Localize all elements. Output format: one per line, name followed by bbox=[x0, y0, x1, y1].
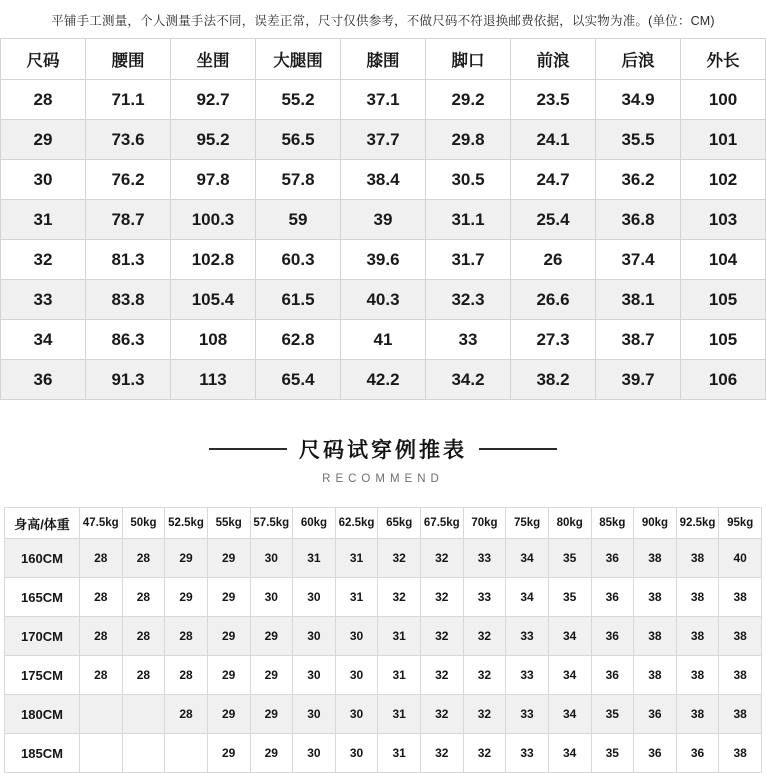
recommend-col-header: 57.5kg bbox=[250, 508, 293, 539]
recommend-cell: 28 bbox=[165, 617, 208, 656]
divider-left bbox=[209, 448, 287, 450]
recommend-cell: 30 bbox=[293, 617, 336, 656]
size-table-cell: 34.9 bbox=[596, 80, 681, 120]
size-table-cell: 57.8 bbox=[256, 160, 341, 200]
size-table-cell: 37.1 bbox=[341, 80, 426, 120]
size-table-cell: 38.7 bbox=[596, 320, 681, 360]
recommend-col-header: 62.5kg bbox=[335, 508, 378, 539]
recommend-cell: 32 bbox=[378, 539, 421, 578]
recommend-cell: 34 bbox=[506, 539, 549, 578]
recommend-cell bbox=[80, 695, 123, 734]
recommend-row-header: 170CM bbox=[5, 617, 80, 656]
recommend-row-header: 175CM bbox=[5, 656, 80, 695]
size-table-cell: 81.3 bbox=[86, 240, 171, 280]
size-table-cell: 39.7 bbox=[596, 360, 681, 400]
size-table-cell: 42.2 bbox=[341, 360, 426, 400]
measurement-note: 平铺手工测量，个人测量手法不同，误差正常，尺寸仅供参考，不做尺码不符退换邮费依据，以实物为准。(单位：CM) bbox=[51, 14, 715, 28]
size-table-cell: 105 bbox=[681, 320, 766, 360]
recommend-cell: 28 bbox=[80, 578, 123, 617]
recommend-cell: 29 bbox=[207, 656, 250, 695]
recommend-cell: 29 bbox=[250, 656, 293, 695]
size-table-cell: 108 bbox=[171, 320, 256, 360]
table-row bbox=[1, 280, 766, 320]
size-table-cell: 37.7 bbox=[341, 120, 426, 160]
recommend-cell: 32 bbox=[463, 656, 506, 695]
recommend-col-header: 60kg bbox=[293, 508, 336, 539]
recommend-cell: 29 bbox=[207, 695, 250, 734]
size-table-cell: 100 bbox=[681, 80, 766, 120]
recommend-cell: 38 bbox=[719, 617, 762, 656]
size-table-cell: 38.1 bbox=[596, 280, 681, 320]
size-table-cell: 23.5 bbox=[511, 80, 596, 120]
recommend-cell: 29 bbox=[207, 617, 250, 656]
recommend-cell: 32 bbox=[463, 695, 506, 734]
size-table-cell: 78.7 bbox=[86, 200, 171, 240]
size-table-cell: 100.3 bbox=[171, 200, 256, 240]
recommend-cell: 36 bbox=[634, 734, 677, 773]
recommend-cell: 33 bbox=[463, 578, 506, 617]
table-row bbox=[1, 160, 766, 200]
size-table-cell: 65.4 bbox=[256, 360, 341, 400]
list-item bbox=[5, 617, 762, 656]
recommend-cell: 32 bbox=[421, 656, 464, 695]
recommend-cell: 32 bbox=[421, 539, 464, 578]
size-table-cell: 33 bbox=[426, 320, 511, 360]
recommend-cell: 30 bbox=[335, 695, 378, 734]
recommend-cell: 30 bbox=[293, 695, 336, 734]
size-table-header-row bbox=[1, 39, 766, 80]
recommend-cell: 30 bbox=[335, 617, 378, 656]
size-table-col-header: 脚口 bbox=[426, 39, 511, 80]
list-item bbox=[5, 695, 762, 734]
size-table-cell: 29.2 bbox=[426, 80, 511, 120]
size-table-col-header: 外长 bbox=[681, 39, 766, 80]
size-table-cell: 86.3 bbox=[86, 320, 171, 360]
size-table-cell: 76.2 bbox=[86, 160, 171, 200]
recommend-cell: 34 bbox=[548, 734, 591, 773]
recommend-cell: 32 bbox=[421, 578, 464, 617]
size-measurement-table bbox=[0, 38, 766, 400]
size-table-cell: 24.7 bbox=[511, 160, 596, 200]
recommend-cell: 36 bbox=[591, 578, 634, 617]
recommend-cell: 29 bbox=[165, 578, 208, 617]
size-table-cell: 105.4 bbox=[171, 280, 256, 320]
recommend-cell: 28 bbox=[165, 656, 208, 695]
size-table-col-header: 坐围 bbox=[171, 39, 256, 80]
recommend-cell: 36 bbox=[591, 656, 634, 695]
recommend-table-body bbox=[5, 539, 762, 773]
section-subtitle: RECOMMEND bbox=[322, 473, 444, 485]
size-table-cell: 26 bbox=[511, 240, 596, 280]
recommend-cell: 29 bbox=[165, 539, 208, 578]
recommend-cell: 36 bbox=[591, 539, 634, 578]
divider-right bbox=[479, 448, 557, 450]
table-row bbox=[1, 320, 766, 360]
recommend-cell bbox=[80, 734, 123, 773]
recommend-cell: 33 bbox=[506, 695, 549, 734]
recommend-cell: 38 bbox=[676, 656, 719, 695]
size-table-cell: 36.2 bbox=[596, 160, 681, 200]
size-table-row-header: 28 bbox=[1, 80, 86, 120]
recommend-cell bbox=[165, 734, 208, 773]
recommend-cell: 40 bbox=[719, 539, 762, 578]
size-table-cell: 26.6 bbox=[511, 280, 596, 320]
size-table-cell: 91.3 bbox=[86, 360, 171, 400]
recommend-cell: 35 bbox=[548, 539, 591, 578]
recommend-cell: 29 bbox=[250, 695, 293, 734]
recommend-cell: 32 bbox=[421, 617, 464, 656]
recommend-cell: 32 bbox=[463, 617, 506, 656]
recommend-cell: 32 bbox=[421, 734, 464, 773]
size-table-cell: 113 bbox=[171, 360, 256, 400]
list-item bbox=[5, 734, 762, 773]
size-table-cell: 102.8 bbox=[171, 240, 256, 280]
recommend-cell: 35 bbox=[591, 695, 634, 734]
recommend-col-header: 80kg bbox=[548, 508, 591, 539]
size-table-cell: 73.6 bbox=[86, 120, 171, 160]
size-table-row-header: 29 bbox=[1, 120, 86, 160]
recommend-col-header: 85kg bbox=[591, 508, 634, 539]
size-table-cell: 92.7 bbox=[171, 80, 256, 120]
recommend-cell: 29 bbox=[207, 734, 250, 773]
recommend-row-header: 165CM bbox=[5, 578, 80, 617]
size-table-col-header: 前浪 bbox=[511, 39, 596, 80]
size-table-cell: 35.5 bbox=[596, 120, 681, 160]
size-table-cell: 36.8 bbox=[596, 200, 681, 240]
recommend-cell: 32 bbox=[463, 734, 506, 773]
size-table-cell: 38.4 bbox=[341, 160, 426, 200]
recommend-cell bbox=[122, 734, 165, 773]
size-table-cell: 95.2 bbox=[171, 120, 256, 160]
recommend-cell: 30 bbox=[250, 578, 293, 617]
recommend-cell: 30 bbox=[335, 656, 378, 695]
recommend-cell: 29 bbox=[250, 734, 293, 773]
size-table-row-header: 31 bbox=[1, 200, 86, 240]
recommend-cell: 38 bbox=[634, 578, 677, 617]
recommend-cell: 36 bbox=[676, 734, 719, 773]
recommend-cell: 28 bbox=[165, 695, 208, 734]
recommend-cell: 31 bbox=[378, 734, 421, 773]
recommend-cell: 38 bbox=[719, 695, 762, 734]
recommend-cell: 28 bbox=[80, 617, 123, 656]
recommend-cell: 38 bbox=[719, 656, 762, 695]
recommend-table-wrap bbox=[0, 507, 766, 773]
size-table-col-header: 尺码 bbox=[1, 39, 86, 80]
recommend-cell: 38 bbox=[676, 578, 719, 617]
size-table-cell: 101 bbox=[681, 120, 766, 160]
recommend-col-header: 95kg bbox=[719, 508, 762, 539]
size-table-cell: 31.1 bbox=[426, 200, 511, 240]
recommend-cell: 34 bbox=[506, 578, 549, 617]
recommend-cell: 38 bbox=[676, 539, 719, 578]
recommend-cell: 28 bbox=[80, 539, 123, 578]
size-table-cell: 97.8 bbox=[171, 160, 256, 200]
size-table-cell: 105 bbox=[681, 280, 766, 320]
recommend-cell: 35 bbox=[591, 734, 634, 773]
recommend-cell: 38 bbox=[634, 656, 677, 695]
recommend-col-header: 70kg bbox=[463, 508, 506, 539]
recommend-row-header: 185CM bbox=[5, 734, 80, 773]
size-table-cell: 39 bbox=[341, 200, 426, 240]
size-table-cell: 24.1 bbox=[511, 120, 596, 160]
recommend-cell: 38 bbox=[676, 695, 719, 734]
recommend-cell: 38 bbox=[676, 617, 719, 656]
size-table-cell: 106 bbox=[681, 360, 766, 400]
recommend-row-header: 160CM bbox=[5, 539, 80, 578]
size-table-cell: 34.2 bbox=[426, 360, 511, 400]
recommend-cell: 30 bbox=[293, 656, 336, 695]
size-table-cell: 27.3 bbox=[511, 320, 596, 360]
size-table-cell: 83.8 bbox=[86, 280, 171, 320]
recommend-col-header: 47.5kg bbox=[80, 508, 123, 539]
size-table-cell: 102 bbox=[681, 160, 766, 200]
size-table-cell: 25.4 bbox=[511, 200, 596, 240]
table-row bbox=[1, 80, 766, 120]
recommend-cell: 30 bbox=[335, 734, 378, 773]
size-table-cell: 40.3 bbox=[341, 280, 426, 320]
recommend-cell: 29 bbox=[207, 578, 250, 617]
recommend-col-header: 90kg bbox=[634, 508, 677, 539]
recommend-col-header: 52.5kg bbox=[165, 508, 208, 539]
section-title: 尺码试穿例推表 bbox=[299, 439, 467, 462]
recommend-cell bbox=[122, 695, 165, 734]
recommend-col-header: 身高/体重 bbox=[5, 508, 80, 539]
recommend-header-row bbox=[5, 508, 762, 539]
size-table-col-header: 膝围 bbox=[341, 39, 426, 80]
recommend-cell: 35 bbox=[548, 578, 591, 617]
recommend-col-header: 50kg bbox=[122, 508, 165, 539]
recommend-cell: 28 bbox=[122, 539, 165, 578]
recommend-cell: 33 bbox=[506, 656, 549, 695]
size-table-cell: 62.8 bbox=[256, 320, 341, 360]
recommend-cell: 30 bbox=[293, 734, 336, 773]
recommend-cell: 30 bbox=[293, 578, 336, 617]
size-table-cell: 39.6 bbox=[341, 240, 426, 280]
table-row bbox=[1, 240, 766, 280]
recommend-cell: 38 bbox=[719, 734, 762, 773]
size-table-row-header: 36 bbox=[1, 360, 86, 400]
table-row bbox=[1, 200, 766, 240]
size-table-col-header: 腰围 bbox=[86, 39, 171, 80]
size-table-cell: 71.1 bbox=[86, 80, 171, 120]
size-table-cell: 56.5 bbox=[256, 120, 341, 160]
size-table-cell: 60.3 bbox=[256, 240, 341, 280]
recommend-cell: 30 bbox=[250, 539, 293, 578]
size-table-cell: 31.7 bbox=[426, 240, 511, 280]
recommend-cell: 32 bbox=[378, 578, 421, 617]
table-row bbox=[1, 120, 766, 160]
list-item bbox=[5, 656, 762, 695]
recommend-cell: 33 bbox=[506, 734, 549, 773]
recommend-cell: 31 bbox=[293, 539, 336, 578]
section-title-row bbox=[0, 434, 766, 464]
size-table-row-header: 32 bbox=[1, 240, 86, 280]
size-table-cell: 41 bbox=[341, 320, 426, 360]
recommend-cell: 34 bbox=[548, 695, 591, 734]
list-item bbox=[5, 539, 762, 578]
size-table-row-header: 30 bbox=[1, 160, 86, 200]
recommend-cell: 28 bbox=[80, 656, 123, 695]
recommend-section bbox=[0, 434, 766, 485]
size-table-cell: 61.5 bbox=[256, 280, 341, 320]
recommend-cell: 38 bbox=[634, 617, 677, 656]
recommend-size-table bbox=[4, 507, 762, 773]
size-table-cell: 29.8 bbox=[426, 120, 511, 160]
recommend-cell: 31 bbox=[378, 695, 421, 734]
recommend-cell: 36 bbox=[634, 695, 677, 734]
recommend-cell: 38 bbox=[634, 539, 677, 578]
recommend-cell: 28 bbox=[122, 656, 165, 695]
recommend-col-header: 65kg bbox=[378, 508, 421, 539]
recommend-cell: 33 bbox=[506, 617, 549, 656]
recommend-cell: 36 bbox=[591, 617, 634, 656]
recommend-cell: 29 bbox=[207, 539, 250, 578]
list-item bbox=[5, 578, 762, 617]
size-table-cell: 59 bbox=[256, 200, 341, 240]
recommend-cell: 32 bbox=[421, 695, 464, 734]
recommend-cell: 31 bbox=[378, 617, 421, 656]
recommend-cell: 34 bbox=[548, 656, 591, 695]
recommend-cell: 28 bbox=[122, 578, 165, 617]
size-table-col-header: 大腿围 bbox=[256, 39, 341, 80]
size-table-row-header: 34 bbox=[1, 320, 86, 360]
recommend-cell: 33 bbox=[463, 539, 506, 578]
size-table-cell: 104 bbox=[681, 240, 766, 280]
recommend-cell: 31 bbox=[378, 656, 421, 695]
recommend-cell: 34 bbox=[548, 617, 591, 656]
table-row bbox=[1, 360, 766, 400]
recommend-cell: 29 bbox=[250, 617, 293, 656]
size-table-cell: 32.3 bbox=[426, 280, 511, 320]
size-table-cell: 103 bbox=[681, 200, 766, 240]
size-table-cell: 37.4 bbox=[596, 240, 681, 280]
size-table-body bbox=[1, 80, 766, 400]
recommend-col-header: 75kg bbox=[506, 508, 549, 539]
size-table-col-header: 后浪 bbox=[596, 39, 681, 80]
size-table-cell: 55.2 bbox=[256, 80, 341, 120]
recommend-row-header: 180CM bbox=[5, 695, 80, 734]
size-table-cell: 38.2 bbox=[511, 360, 596, 400]
recommend-cell: 28 bbox=[122, 617, 165, 656]
size-table-cell: 30.5 bbox=[426, 160, 511, 200]
recommend-col-header: 92.5kg bbox=[676, 508, 719, 539]
recommend-col-header: 67.5kg bbox=[421, 508, 464, 539]
recommend-cell: 31 bbox=[335, 539, 378, 578]
recommend-col-header: 55kg bbox=[207, 508, 250, 539]
size-table-row-header: 33 bbox=[1, 280, 86, 320]
recommend-cell: 38 bbox=[719, 578, 762, 617]
recommend-cell: 31 bbox=[335, 578, 378, 617]
